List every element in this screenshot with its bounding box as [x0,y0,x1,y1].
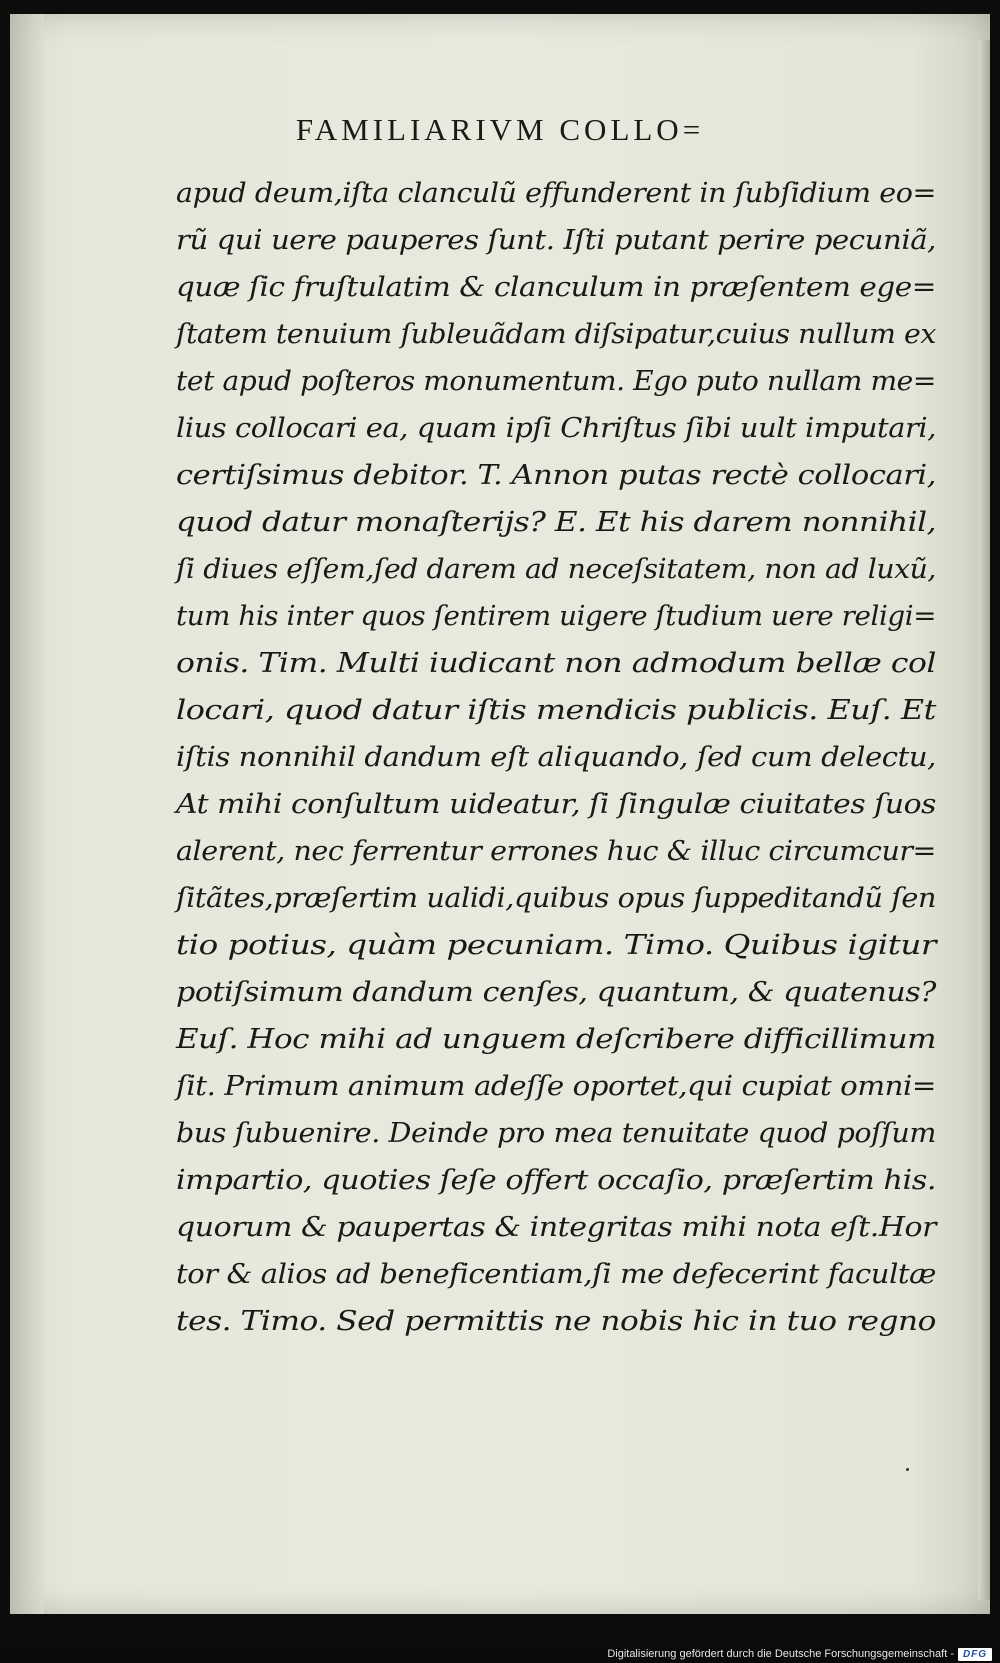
body-text [176,170,936,1345]
text-line: iſtis nonnihil dandum eſt aliquando, ſed cum delectu, [176,742,936,773]
digitization-credit: Digitalisierung gefördert durch die Deutsche Forschungsgemeinschaft - [607,1648,954,1660]
text-line: lius collocari ea, quam ipſi Chriſtus ſibi uult imputari, [176,413,937,444]
text-line: ſit. Primum animum adeſſe oportet,qui cupiat omni= [176,1071,936,1102]
text-line: tes. Timo. Sed permittis ne nobis hic in tuo regno [176,1306,936,1337]
text-line: tet apud poſteros monumentum. Ego puto nullam me= [176,366,936,397]
text-line: alerent, nec ferrentur errones huc & illuc circumcur= [176,836,936,867]
text-line: certiſsimus debitor. T. Annon putas rectè collocari, [176,460,936,491]
page-gutter-shadow [10,14,44,1614]
text-line: rũ qui uere pauperes ſunt. Iſti putant perire pecuniã, [176,225,936,256]
text-line: apud deum,iſta clanculũ effunderent in ſubſidium eo= [176,178,936,209]
text-line: onis. Tim. Multi iudicant non admodum bellæ col [176,648,936,679]
paper-speck [906,1468,909,1471]
page-fore-edge [978,40,990,1600]
text-line: At mihi conſultum uideatur, ſi ſingulæ ciuitates ſuos [176,789,936,820]
text-line: impartio, quoties ſeſe offert occaſio, præſertim his. [176,1165,937,1196]
text-line: tor & alios ad beneficentiam,ſi me defecerint facultæ [176,1259,936,1290]
text-line: Euſ. Hoc mihi ad unguem deſcribere difficillimum [176,1024,936,1055]
text-line: tum his inter quos ſentirem uigere ſtudium uere religi= [176,601,937,632]
text-line: ſitãtes,præſertim ualidi,quibus opus ſuppeditandũ ſen [176,883,936,914]
text-line: locari, quod datur iſtis mendicis publicis. Euſ. Et [176,695,936,726]
text-line: bus ſubuenire. Deinde pro mea tenuitate quod poſſum [176,1118,936,1149]
text-line: quorum & paupertas & integritas mihi nota eſt.Hor [176,1212,936,1243]
running-head: FAMILIARIVM COLLO= [295,112,705,147]
text-line: ſtatem tenuium ſubleuãdam diſsipatur,cuius nullum ex [176,319,936,350]
text-line: ſi diues eſſem,ſed darem ad neceſsitatem, non ad luxũ, [176,554,936,585]
text-line: potiſsimum dandum cenſes, quantum, & quatenus? [176,977,936,1008]
dfg-logo[interactable]: DFG [958,1648,992,1661]
text-line: tio potius, quàm pecuniam. Timo. Quibus igitur [176,930,936,961]
text-line: quod datur monaſterijs? E. Et his darem nonnihil, [176,507,936,538]
text-line: quæ ſic fruſtulatim & clanculum in præſentem ege= [176,272,936,303]
